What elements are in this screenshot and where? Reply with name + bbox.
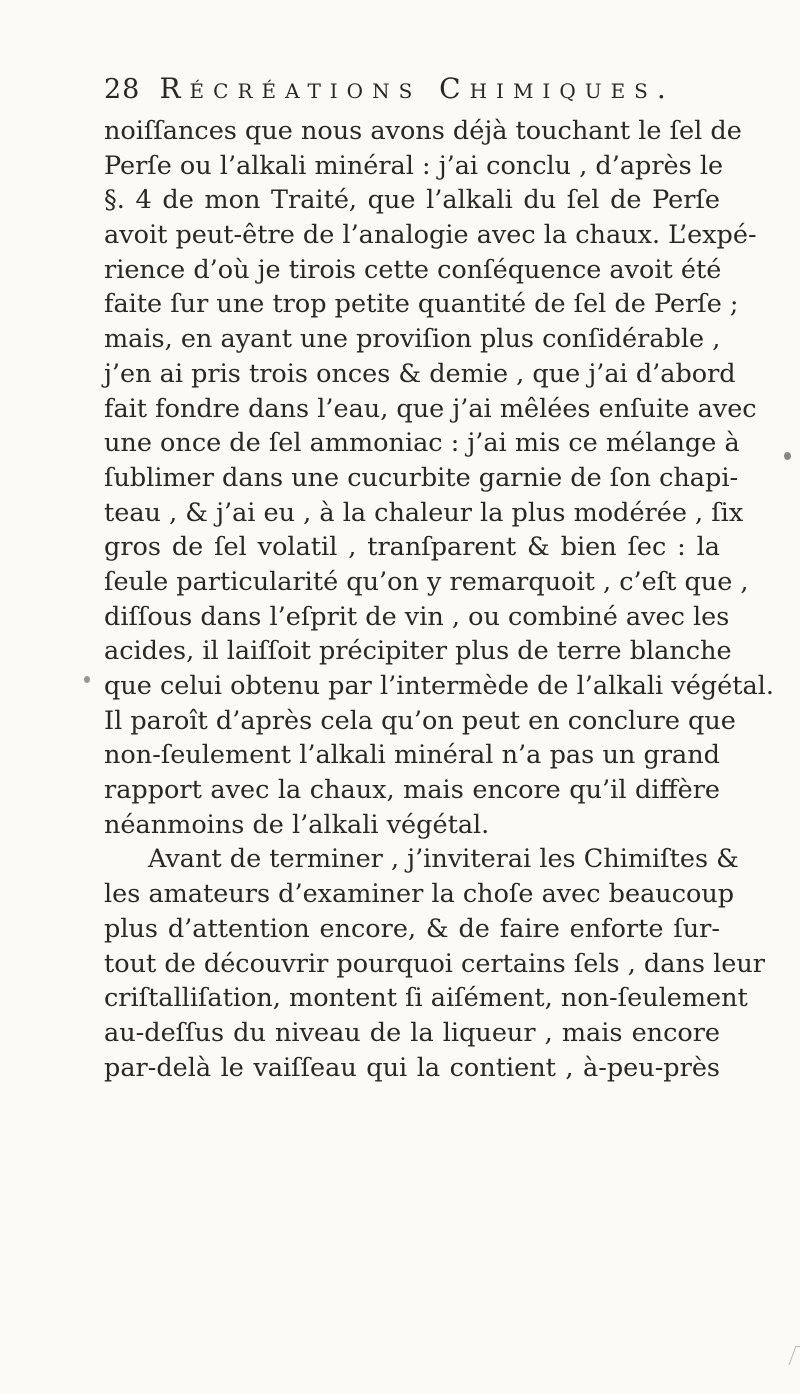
text-line: Il paroît d’après cela qu’on peut en conclure que — [104, 705, 736, 736]
running-head — [104, 72, 704, 112]
text-line: non-ſeulement l’alkali minéral n’a pas un grand — [104, 740, 720, 771]
text-line: les amateurs d’examiner la choſe avec beaucoup — [104, 879, 735, 910]
text-line: que celui obtenu par l’intermède de l’alkali végétal. — [104, 671, 774, 701]
text-line: acides, il laiſſoit précipiter plus de terre blanche — [104, 636, 732, 667]
text-line: rapport avec la chaux, mais encore qu’il diffère — [104, 775, 720, 806]
text-line: noiſſances que nous avons déjà touchant le ſel de — [104, 116, 742, 146]
text-line: tout de découvrir pourquoi certains ſels , dans leur — [104, 948, 765, 979]
text-line: néanmoins de l’alkali végétal. — [104, 809, 490, 840]
ink-speck — [784, 452, 791, 460]
running-title: Récréations Chimiques. — [159, 72, 675, 105]
text-line: ſublimer dans une cucurbite garnie de ſon chapi- — [104, 462, 739, 493]
text-line: mais, en ayant une proviſion plus conſidérable , — [104, 324, 721, 355]
text-line: gros de ſel volatil , tranſparent & bien ſec : la — [104, 532, 720, 563]
text-line: criſtalliſation, montent ſi aiſément, non-ſeulement — [104, 983, 748, 1014]
text-line: une once de ſel ammoniac : j’ai mis ce mélange à — [104, 428, 740, 459]
text-line: avoit peut-être de l’analogie avec la chaux. L’expé- — [104, 220, 757, 251]
text-line: Avant de terminer , j’inviterai les Chimiſtes & — [148, 844, 739, 875]
text-line: rience d’où je tirois cette conſéquence avoit été — [104, 254, 722, 285]
text-line: plus d’attention encore, & de faire enforte ſur- — [104, 913, 720, 944]
text-line: ſeule particularité qu’on y remarquoit , c’eſt que , — [104, 566, 749, 597]
text-line: par-delà le vaiſſeau qui la contient , à-peu-près — [104, 1052, 720, 1083]
text-line: teau , & j’ai eu , à la chaleur la plus modérée , ſix — [104, 497, 744, 528]
body-text — [104, 114, 774, 1085]
text-line: au-deſſus du niveau de la liqueur , mais encore — [104, 1017, 720, 1048]
stray-mark — [789, 1346, 800, 1365]
page-number: 28 — [104, 74, 141, 105]
text-line: faite ſur une trop petite quantité de ſel de Perſe ; — [104, 289, 739, 320]
ink-speck — [84, 676, 90, 683]
text-line: diſſous dans l’eſprit de vin , ou combiné avec les — [104, 601, 730, 632]
text-line: j’en ai pris trois onces & demie , que j’ai d’abord — [104, 358, 736, 389]
text-line: §. 4 de mon Traité, que l’alkali du ſel de Perſe — [104, 185, 720, 216]
text-line: Perſe ou l’alkali minéral : j’ai conclu , d’après le — [104, 150, 724, 181]
text-line: fait fondre dans l’eau, que j’ai mêlées enſuite avec — [104, 393, 757, 424]
